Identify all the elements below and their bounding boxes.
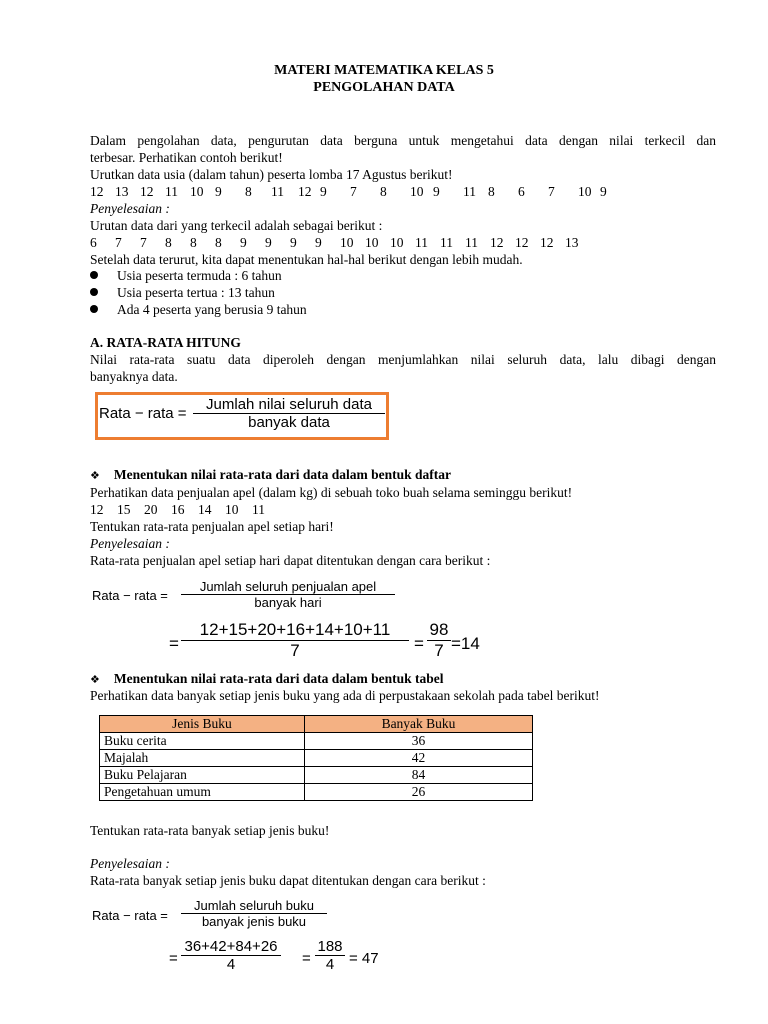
- age-value: 11: [463, 184, 476, 199]
- apple-value: 11: [252, 502, 265, 517]
- table-row: [100, 784, 533, 801]
- formula2-result: = 47: [349, 950, 379, 967]
- bullet-item: Ada 4 peserta yang berusia 9 tahun: [90, 301, 307, 318]
- subheading-table: ❖ Menentukan nilai rata-rata dari data dalam bentuk tabel: [90, 671, 444, 686]
- intro-line-3: Urutkan data usia (dalam tahun) peserta lomba 17 Agustus berikut!: [90, 167, 453, 182]
- table-cell: Pengetahuan umum: [100, 784, 305, 801]
- diamond-bullet-icon: ❖: [90, 469, 100, 482]
- formula1-fraction: [181, 579, 395, 610]
- sub1-text: Perhatikan data penjualan apel (dalam kg) di sebuah toko buah selama seminggu berikut!: [90, 485, 573, 500]
- intro-line-1: Dalam pengolahan data, pengurutan data berguna untuk mengetahui data dengan nilai terkecil dan: [90, 133, 716, 148]
- sorted-value: 7: [140, 235, 147, 250]
- table-row: [100, 733, 533, 750]
- age-value: 10: [190, 184, 204, 199]
- table-row: [100, 750, 533, 767]
- formula2-step2-numerator: 36+42+84+26: [184, 938, 278, 955]
- sorted-value: 12: [490, 235, 504, 250]
- after-sort-text: Setelah data terurut, kita dapat menentukan hal-hal berikut dengan lebih mudah.: [90, 252, 523, 267]
- bullet-dot-icon: [90, 305, 98, 313]
- formula1-step3: [427, 620, 451, 661]
- age-value: 7: [350, 184, 357, 199]
- age-value: 13: [115, 184, 129, 199]
- formula1-denominator: banyak hari: [254, 595, 322, 610]
- age-value: 7: [548, 184, 555, 199]
- age-value: 9: [433, 184, 440, 199]
- sorted-value: 9: [240, 235, 247, 250]
- bullet-item: Usia peserta termuda : 6 tahun: [90, 267, 282, 284]
- age-value: 11: [271, 184, 284, 199]
- sorted-intro: Urutan data dari yang terkecil adalah sebagai berikut :: [90, 218, 383, 233]
- solution-label: Penyelesaian :: [90, 201, 170, 216]
- formula-box-numerator: Jumlah nilai seluruh data: [206, 396, 372, 413]
- section-a-text-1: Nilai rata-rata suatu data diperoleh dengan menjumlahkan nilai seluruh data, lalu dibagi dengan: [90, 352, 716, 367]
- sorted-value: 8: [215, 235, 222, 250]
- formula2-step3-denominator: 4: [325, 956, 335, 973]
- age-value: 11: [165, 184, 178, 199]
- formula2-numerator: Jumlah seluruh buku: [194, 898, 314, 913]
- table-cell: 36: [305, 733, 533, 750]
- age-value: 12: [90, 184, 104, 199]
- ages-list: [90, 183, 716, 200]
- formula1-equals: =: [169, 634, 179, 653]
- sorted-value: 11: [465, 235, 478, 250]
- sub1-question: Tentukan rata-rata penjualan apel setiap hari!: [90, 519, 334, 534]
- formula2-lhs: Rata − rata =: [92, 908, 168, 923]
- formula1-step2: [181, 620, 409, 661]
- formula1-step3-denominator: 7: [434, 641, 444, 660]
- table-row: [100, 767, 533, 784]
- age-value: 6: [518, 184, 525, 199]
- formula2-denominator: banyak jenis buku: [201, 914, 307, 929]
- diamond-bullet-icon: ❖: [90, 673, 100, 686]
- subheading-list: ❖ Menentukan nilai rata-rata dari data dalam bentuk daftar: [90, 467, 452, 482]
- sorted-value: 10: [365, 235, 379, 250]
- sub2-solution-text: Rata-rata banyak setiap jenis buku dapat ditentukan dengan cara berikut :: [90, 873, 486, 888]
- age-value: 12: [140, 184, 154, 199]
- table-cell: Majalah: [100, 750, 305, 767]
- formula2-step2-denominator: 4: [226, 956, 236, 973]
- formula1-step2-denominator: 7: [290, 641, 300, 660]
- age-value: 9: [215, 184, 222, 199]
- books-table: [99, 715, 533, 801]
- formula1-result: =14: [451, 634, 480, 653]
- apple-value: 20: [144, 502, 158, 517]
- sub2-text: Perhatikan data banyak setiap jenis buku yang ada di perpustakaan sekolah pada tabel berikut!: [90, 688, 600, 703]
- sorted-value: 11: [440, 235, 453, 250]
- sorted-value: 8: [165, 235, 172, 250]
- formula2-step3: [315, 938, 345, 973]
- formula1-equals: =: [414, 634, 424, 653]
- sorted-value: 6: [90, 235, 97, 250]
- formula2-step3-numerator: 188: [317, 938, 343, 955]
- formula-box-denominator: banyak data: [248, 414, 330, 431]
- apples-list: [90, 501, 716, 518]
- sorted-list: [90, 234, 716, 251]
- table-header: Banyak Buku: [305, 716, 533, 733]
- apple-value: 14: [198, 502, 212, 517]
- sorted-value: 13: [565, 235, 579, 250]
- solution-label: Penyelesaian :: [90, 856, 170, 871]
- table-cell: Buku cerita: [100, 733, 305, 750]
- age-value: 8: [380, 184, 387, 199]
- apple-value: 12: [90, 502, 104, 517]
- age-value: 8: [488, 184, 495, 199]
- apple-value: 10: [225, 502, 239, 517]
- apple-value: 16: [171, 502, 185, 517]
- formula2-step2: [181, 938, 281, 973]
- formula1-step2-numerator: 12+15+20+16+14+10+11: [199, 620, 391, 639]
- sorted-value: 9: [265, 235, 272, 250]
- age-value: 12: [298, 184, 312, 199]
- formula-box-lhs: Rata − rata =: [99, 405, 187, 422]
- age-value: 10: [578, 184, 592, 199]
- bullet-dot-icon: [90, 288, 98, 296]
- formula2-equals: =: [169, 950, 178, 967]
- table-header-row: [100, 716, 533, 733]
- solution-label: Penyelesaian :: [90, 536, 170, 551]
- intro-line-2: terbesar. Perhatikan contoh berikut!: [90, 150, 283, 165]
- sorted-value: 7: [115, 235, 122, 250]
- sorted-value: 10: [340, 235, 354, 250]
- document-subtitle: PENGOLAHAN DATA: [313, 80, 455, 95]
- sub2-question: Tentukan rata-rata banyak setiap jenis buku!: [90, 823, 330, 838]
- age-value: 10: [410, 184, 424, 199]
- age-value: 8: [245, 184, 252, 199]
- apple-value: 15: [117, 502, 131, 517]
- sorted-value: 9: [290, 235, 297, 250]
- sub1-solution-text: Rata-rata penjualan apel setiap hari dapat ditentukan dengan cara berikut :: [90, 553, 491, 568]
- age-value: 9: [600, 184, 607, 199]
- table-cell: 84: [305, 767, 533, 784]
- sorted-value: 11: [415, 235, 428, 250]
- formula2-fraction: [181, 898, 327, 929]
- sorted-value: 9: [315, 235, 322, 250]
- table-cell: 42: [305, 750, 533, 767]
- formula-box-fraction: [193, 396, 385, 431]
- table-header: Jenis Buku: [100, 716, 305, 733]
- bullet-item: Usia peserta tertua : 13 tahun: [90, 284, 275, 301]
- formula1-lhs: Rata − rata =: [92, 588, 168, 603]
- document-title: MATERI MATEMATIKA KELAS 5: [274, 63, 494, 78]
- formula2-equals: =: [302, 950, 311, 967]
- table-cell: Buku Pelajaran: [100, 767, 305, 784]
- sorted-value: 10: [390, 235, 404, 250]
- sorted-value: 12: [515, 235, 529, 250]
- section-heading-a: A. RATA-RATA HITUNG: [90, 335, 241, 350]
- formula1-numerator: Jumlah seluruh penjualan apel: [199, 579, 377, 594]
- bullet-dot-icon: [90, 271, 98, 279]
- age-value: 9: [320, 184, 327, 199]
- sorted-value: 12: [540, 235, 554, 250]
- section-a-text-2: banyaknya data.: [90, 369, 178, 384]
- sorted-value: 8: [190, 235, 197, 250]
- table-cell: 26: [305, 784, 533, 801]
- formula1-step3-numerator: 98: [429, 620, 449, 639]
